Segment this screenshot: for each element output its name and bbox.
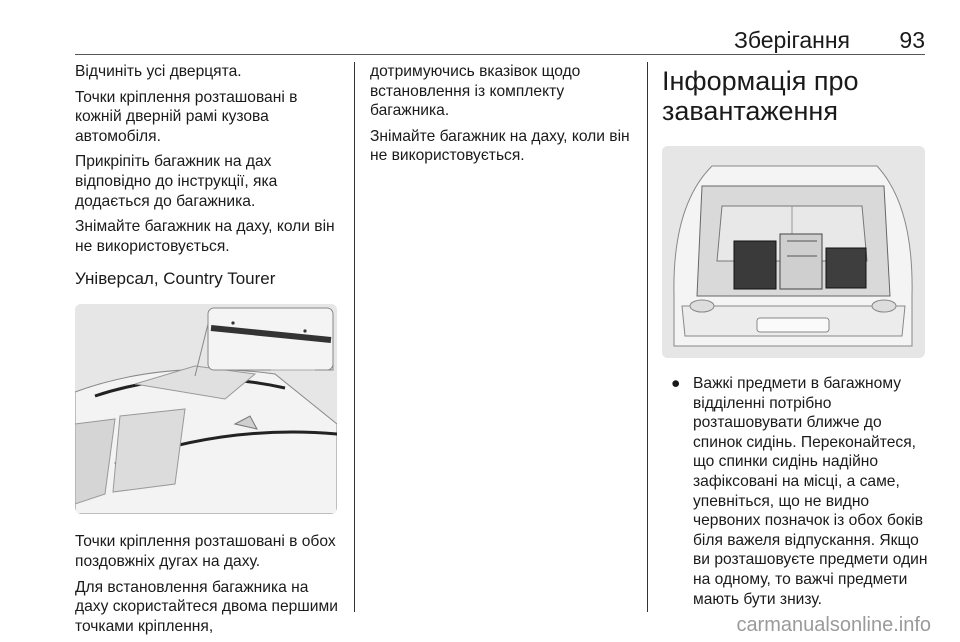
column-divider-2 (647, 62, 648, 612)
paragraph: Для встановлення багажника на даху скористайтеся двома першими точками кріплення, (75, 578, 338, 635)
column-divider-1 (354, 62, 355, 612)
section-subheading: Універсал, Country Tourer (75, 269, 276, 289)
column-2 (370, 62, 640, 172)
section-heading: Інформація про завантаження (662, 66, 859, 126)
header-title: Зберігання (733, 27, 850, 53)
roof-rail-illustration (75, 304, 337, 514)
paragraph: Відчиніть усі дверцята. (75, 63, 242, 80)
bullet-icon: ● (671, 375, 681, 392)
paragraph: Знімайте багажник на даху, коли він не використовується. (370, 127, 630, 165)
column-1 (75, 62, 345, 642)
footer-watermark: carmanualsonline.info (736, 614, 931, 636)
header-rule (75, 54, 925, 55)
page-number: 93 (899, 27, 925, 53)
paragraph: Точки кріплення розташовані в кожній дверній рамі кузова автомобіля. (75, 88, 298, 145)
bullet-list-item (662, 374, 930, 609)
paragraph: Знімайте багажник на даху, коли він не використовується. (75, 218, 335, 255)
paragraph: дотримуючись вказівок щодо встановлення із комплекту багажника. (370, 63, 581, 120)
paragraph: Прикріпіть багажник на дах відповідно до інструкції, яка додається до багажника. (75, 153, 278, 210)
column-3 (662, 62, 930, 609)
paragraph: Точки кріплення розташовані в обох поздовжніх дугах на даху. (75, 533, 336, 570)
trunk-loading-illustration (662, 146, 925, 358)
bullet-text: Важкі предмети в багажному відділенні потрібно розташовувати ближче до спинок сидінь. Переконайтеся, що спинки сидінь надійно зафіксовані на місці, а саме, упевніться, що не видно червоних позначок із обох боків біля важеля відпускання. Якщо ви розташовуєте предмети один на одному, то важчі предмети мають бути знизу. (693, 375, 928, 608)
